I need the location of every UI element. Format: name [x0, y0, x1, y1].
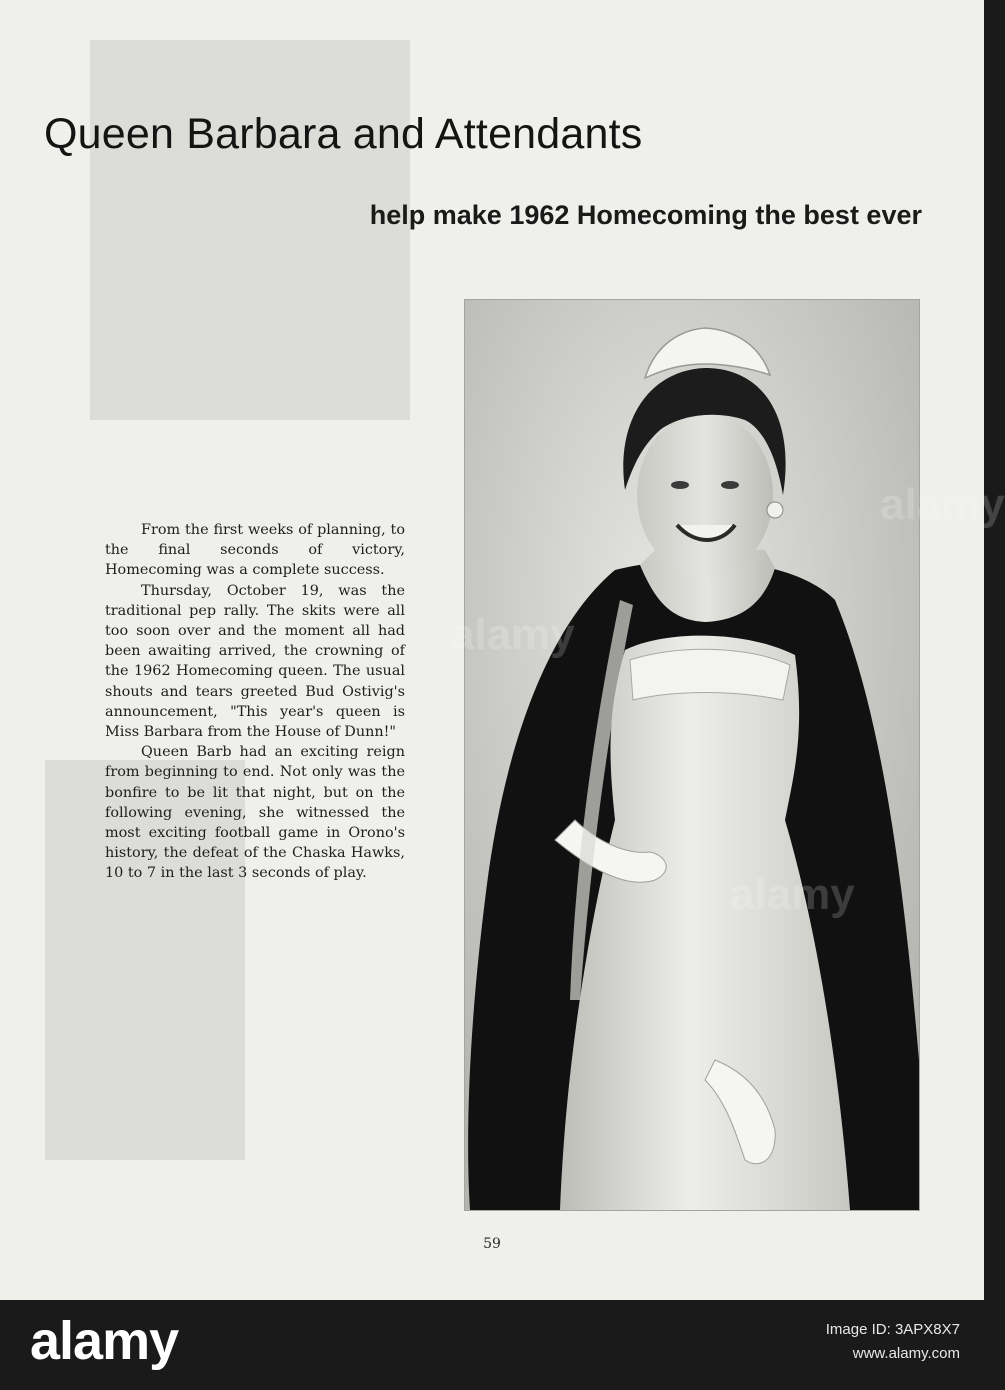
article-paragraph: Queen Barb had an exciting reign from beginning to end. Not only was the bonfire to be lit that night, but on the following evening, she witnessed the most exciting football game in Orono's history, the defeat of the Chaska Hawks, 10 to 7 in the last 3 seconds of play. — [105, 744, 405, 882]
face — [637, 413, 773, 577]
right-eye — [721, 481, 739, 489]
queen-portrait-photo — [465, 300, 919, 1210]
stock-image-info — [826, 1318, 960, 1366]
article-paragraph: Thursday, October 19, was the traditional pep rally. The skits were all too soon over and the moment all had been awaiting arrived, the crowning of the 1962 Homecoming queen. The usual shouts and tears greeted Bud Ostivig's announcement, "This year's queen is Miss Barbara from the House of Dunn!" — [105, 582, 405, 741]
stock-watermark: alamy — [880, 480, 1005, 529]
stock-watermark: alamy — [730, 870, 855, 919]
article-paragraph: From the first weeks of planning, to the final seconds of victory, Homecoming was a complete success. — [105, 522, 405, 579]
article-body — [105, 520, 405, 884]
left-eye — [671, 481, 689, 489]
earring — [767, 502, 783, 518]
stock-url: www.alamy.com — [852, 1345, 960, 1362]
beaded-bodice — [630, 649, 790, 700]
stock-logo: alamy — [30, 1311, 179, 1371]
page-number: 59 — [483, 1236, 501, 1252]
show-through-photo — [90, 40, 410, 420]
page-title: Queen Barbara and Attendants — [44, 110, 643, 158]
page-subtitle: help make 1962 Homecoming the best ever — [369, 200, 922, 230]
image-id: Image ID: 3APX8X7 — [825, 1321, 960, 1338]
portrait-illustration — [465, 300, 919, 1210]
stock-watermark: alamy — [450, 610, 575, 659]
